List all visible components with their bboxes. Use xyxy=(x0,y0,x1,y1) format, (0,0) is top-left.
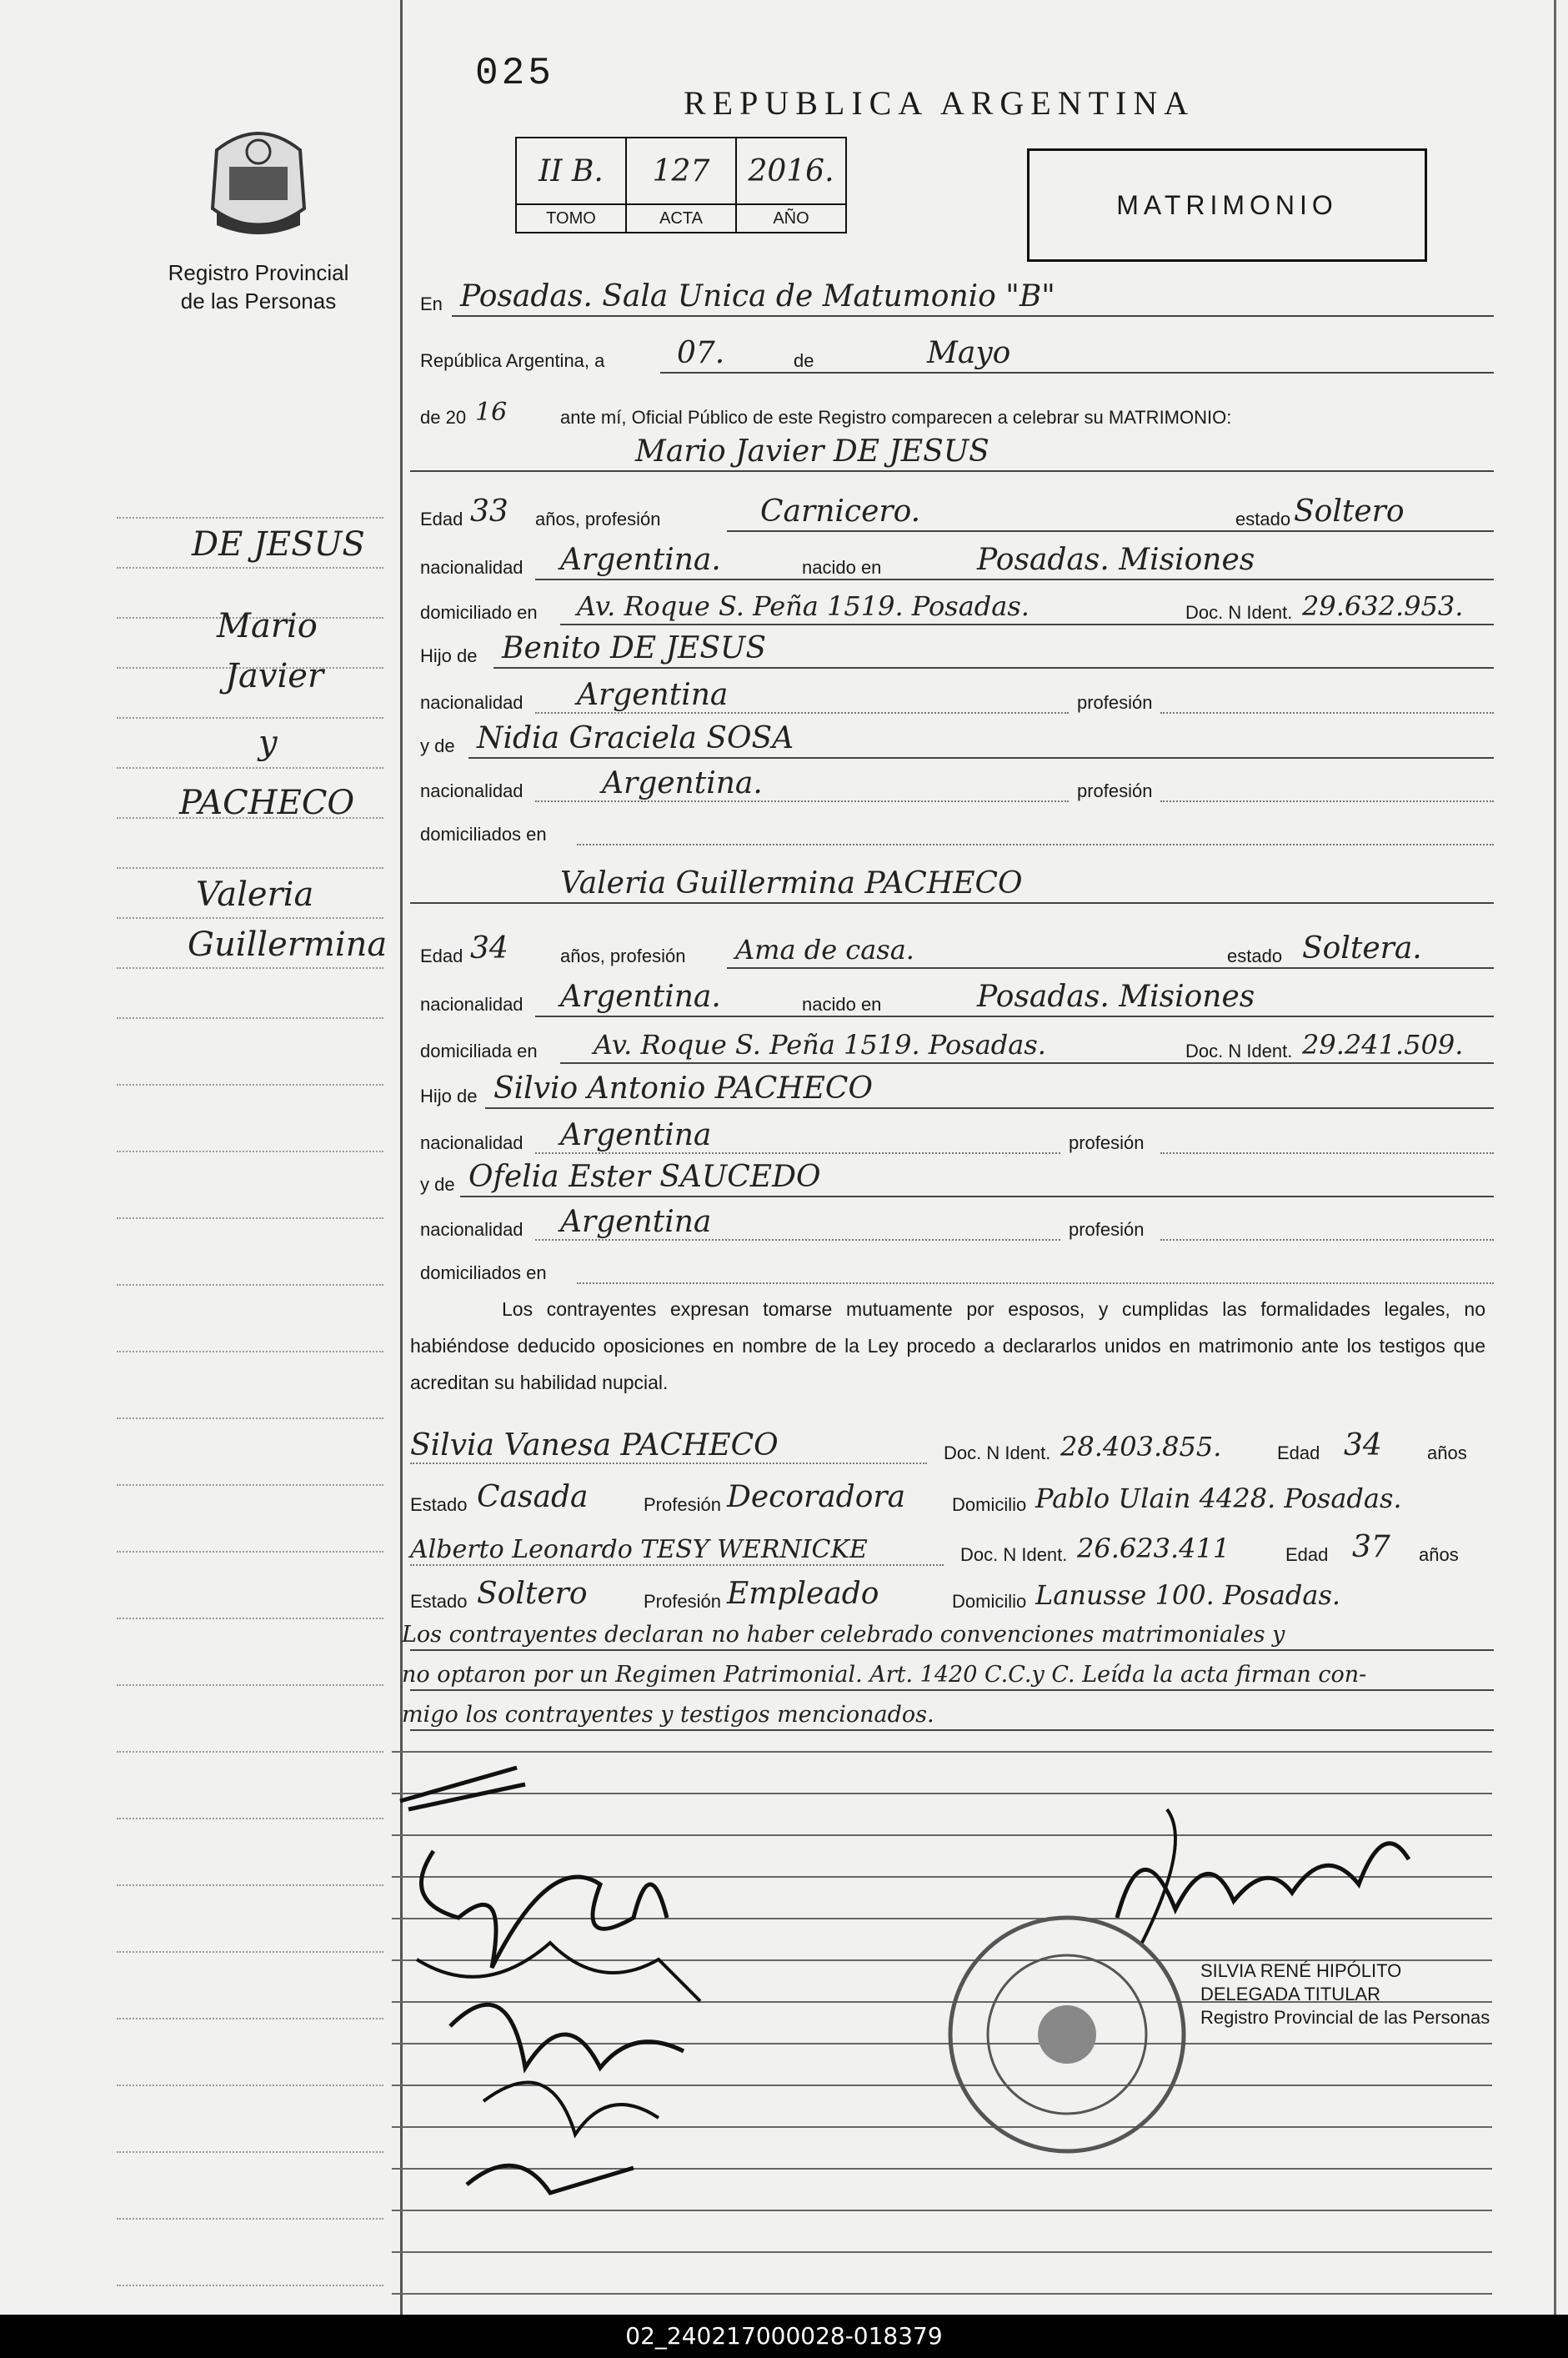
witness1-status: Casada xyxy=(477,1480,589,1514)
party2-father: Silvio Antonio PACHECO xyxy=(493,1071,873,1106)
place-value: Posadas. Sala Unica de Matumonio "B" xyxy=(460,279,1055,314)
witness2-address: Lanusse 100. Posadas. xyxy=(1035,1579,1341,1611)
party1-mother-nationality: Argentina. xyxy=(602,766,763,800)
party1-mother-row: y de Nidia Graciela SOSA xyxy=(410,717,1494,764)
tomo-value: II B. xyxy=(516,138,626,204)
witness2-status: Soltero xyxy=(477,1577,588,1611)
margin-surname-1: DE JESUS xyxy=(192,525,365,564)
note-line-3: migo los contrayentes y testigos mencionados. xyxy=(410,1689,1494,1736)
party2-father-nationality: Argentina xyxy=(560,1118,712,1152)
witness1-address: Pablo Ulain 4428. Posadas. xyxy=(1035,1483,1402,1514)
party2-name-row xyxy=(410,862,1494,909)
document-number: 025 xyxy=(475,52,554,95)
witness1-profession: Decoradora xyxy=(727,1480,906,1514)
party2-address: Av. Roque S. Peña 1519. Posadas. xyxy=(594,1029,1046,1061)
margin-first-name-1: Mario xyxy=(217,607,318,645)
margin-middle-name-1: Javier xyxy=(225,657,324,695)
acta-label: ACTA xyxy=(626,204,736,233)
signatures-icon xyxy=(383,1751,784,2218)
month-value: Mayo xyxy=(927,336,1011,370)
witness2-detail-row: Estado Soltero Profesión Empleado Domicilio Lanusse 100. Posadas. xyxy=(410,1577,1341,1612)
party1-father-nationality: Argentina xyxy=(577,678,729,712)
margin-conjunction: y xyxy=(258,724,278,762)
witness1-row: Silvia Vanesa PACHECO Doc. N Ident. 28.403.855. Edad 34 años xyxy=(410,1428,1467,1463)
party2-birthplace: Posadas. Misiones xyxy=(977,980,1255,1014)
party1-doc: 29.632.953. xyxy=(1302,590,1464,622)
tomo-acta-anio-table xyxy=(515,137,847,233)
party2-doc: 29.241.509. xyxy=(1302,1029,1464,1061)
party1-father-nat-row: nacionalidad Argentina profesión xyxy=(410,674,1494,720)
party2-name: Valeria Guillermina PACHECO xyxy=(560,866,1023,901)
party2-status: Soltera. xyxy=(1302,931,1422,966)
party1-age: 33 xyxy=(470,494,508,529)
party2-profession: Ama de casa. xyxy=(735,934,914,966)
place-row: En Posadas. Sala Unica de Matumonio "B" xyxy=(410,275,1494,322)
witness2-age: 37 xyxy=(1352,1530,1390,1564)
party1-name: Mario Javier DE JESUS xyxy=(635,434,989,469)
party2-father-nat-row: nacionalidad Argentina profesión xyxy=(410,1114,1494,1161)
official-signature-icon xyxy=(1092,1793,1425,1959)
party1-parents-address-row: domiciliados en xyxy=(410,805,1494,852)
party2-mother-nationality: Argentina xyxy=(560,1205,712,1239)
witness1-name: Silvia Vanesa PACHECO xyxy=(410,1428,779,1462)
witness2-row: Alberto Leonardo TESY WERNICKE Doc. N Ident. 26.623.411 Edad 37 años xyxy=(410,1530,1459,1565)
declaration-text: Los contrayentes expresan tomarse mutuamente por esposos, y cumplidas las formalidades legales, no habiéndose deducido oposiciones en nombre de la Ley procedo a declararlos unidos en matrimonio ante los testigos que acreditan su habilidad nupcial. xyxy=(410,1298,1485,1393)
party2-father-row: Hijo de Silvio Antonio PACHECO xyxy=(410,1067,1494,1114)
country-title: REPUBLICA ARGENTINA xyxy=(684,84,1195,122)
party2-parents-address-row: domiciliados en xyxy=(410,1244,1494,1291)
party2-age: 34 xyxy=(470,931,508,966)
margin-first-name-2: Valeria xyxy=(196,875,314,914)
anio-value: 2016. xyxy=(736,138,846,204)
party1-mother-nat-row: nacionalidad Argentina. profesión xyxy=(410,762,1494,809)
page-edge xyxy=(1554,0,1556,2315)
party2-address-row: domiciliada en Av. Roque S. Peña 1519. Posadas. Doc. N Ident. 29.241.509. xyxy=(410,1022,1494,1069)
year-value: 16 xyxy=(475,398,508,427)
party1-father: Benito DE JESUS xyxy=(502,631,767,665)
party1-father-row: Hijo de Benito DE JESUS xyxy=(410,627,1494,674)
day-value: 07. xyxy=(677,336,725,370)
year-row: de 20 16 ante mí, Oficial Público de este Registro comparecen a celebrar su MATRIMONIO: xyxy=(420,398,1232,428)
note-line-1: Los contrayentes declaran no haber celebrado convenciones matrimoniales y xyxy=(410,1609,1494,1656)
witness1-age: 34 xyxy=(1344,1428,1382,1462)
witness2-profession: Empleado xyxy=(727,1577,879,1611)
party2-mother-row: y de Ofelia Ester SAUCEDO xyxy=(410,1156,1494,1202)
official-name: SILVIA RENÉ HIPÓLITO xyxy=(1200,1960,1402,1981)
witness2-doc: 26.623.411 xyxy=(1077,1533,1230,1564)
party1-profession: Carnicero. xyxy=(760,494,921,529)
party1-nationality-row: nacionalidad Argentina. nacido en Posadas. Misiones xyxy=(410,539,1494,585)
witness2-name: Alberto Leonardo TESY WERNICKE xyxy=(410,1535,868,1564)
scan-id-footer: 02_240217000028-018379 xyxy=(0,2315,1568,2358)
party2-mother: Ofelia Ester SAUCEDO xyxy=(468,1160,821,1194)
witness1-doc: 28.403.855. xyxy=(1060,1431,1222,1462)
party1-status: Soltero xyxy=(1294,494,1405,529)
party2-age-row: Edad 34 años, profesión Ama de casa. estado Soltera. xyxy=(410,927,1494,974)
party1-address: Av. Roque S. Peña 1519. Posadas. xyxy=(577,590,1029,622)
record-type-box: MATRIMONIO xyxy=(1027,148,1427,262)
party1-name-row xyxy=(410,430,1494,477)
registry-name: Registro Provincial de las Personas xyxy=(168,260,349,314)
party1-age-row: Edad 33 años, profesión Carnicero. estado Soltero xyxy=(410,490,1494,537)
witness1-detail-row: Estado Casada Profesión Decoradora Domicilio Pablo Ulain 4428. Posadas. xyxy=(410,1480,1402,1515)
official-office: Registro Provincial de las Personas xyxy=(1200,2007,1490,2028)
margin-surname-2: PACHECO xyxy=(179,784,355,822)
party2-nationality-row: nacionalidad Argentina. nacido en Posadas. Misiones xyxy=(410,976,1494,1022)
party2-nationality: Argentina. xyxy=(560,980,721,1014)
province-seal-icon xyxy=(200,117,317,242)
party1-birthplace: Posadas. Misiones xyxy=(977,543,1255,577)
margin-middle-name-2: Guillermina xyxy=(188,926,388,964)
tomo-label: TOMO xyxy=(516,204,626,233)
official-role: DELEGADA TITULAR xyxy=(1200,1984,1380,2004)
party1-nationality: Argentina. xyxy=(560,543,721,577)
note-line-2: no optaron por un Regimen Patrimonial. Art. 1420 C.C.y C. Leída la acta firman con- xyxy=(410,1649,1494,1696)
date-row: República Argentina, a 07. de Mayo xyxy=(410,332,1494,379)
party1-mother: Nidia Graciela SOSA xyxy=(477,721,794,755)
official-signature-block xyxy=(1200,1959,1490,2029)
party1-address-row: domiciliado en Av. Roque S. Peña 1519. Posadas. Doc. N Ident. 29.632.953. xyxy=(410,584,1494,630)
acta-value: 127 xyxy=(626,138,736,204)
anio-label: AÑO xyxy=(736,204,846,233)
party2-mother-nat-row: nacionalidad Argentina profesión xyxy=(410,1201,1494,1247)
